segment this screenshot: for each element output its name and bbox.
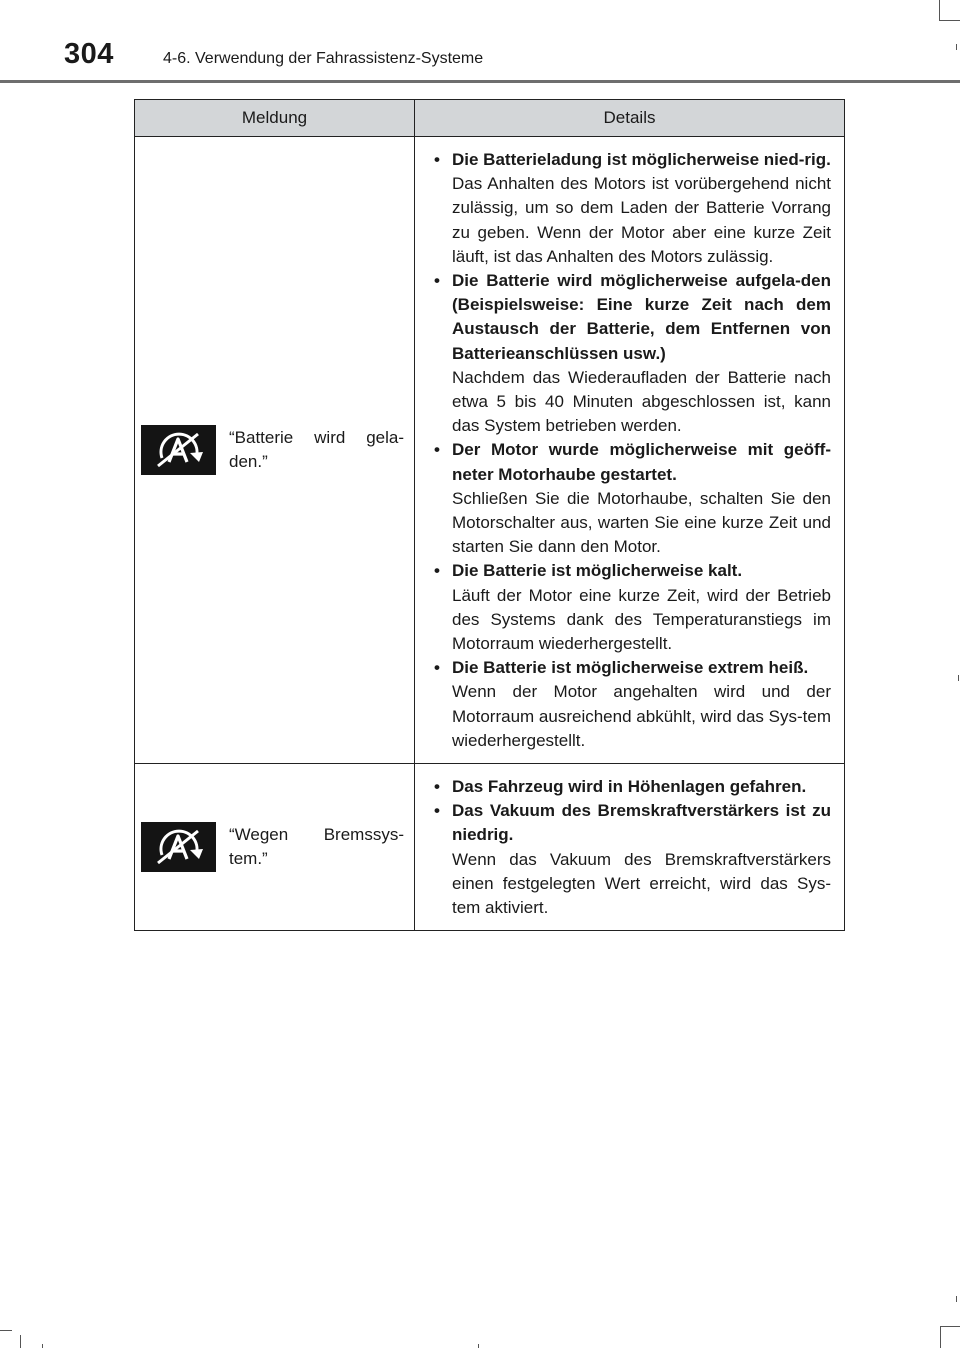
detail-item bbox=[428, 438, 831, 559]
section-title: 4-6. Verwendung der Fahrassistenz-Systeme bbox=[163, 50, 484, 67]
crop-mark bbox=[20, 1335, 21, 1348]
detail-lead: • Die Batterieladung ist möglicherweise nied-rig. bbox=[452, 150, 831, 169]
detail-lead: • Die Batterie ist möglicherweise kalt. bbox=[452, 561, 743, 581]
detail-item bbox=[428, 656, 831, 753]
message-table bbox=[134, 99, 845, 931]
detail-lead: • Das Vakuum des Bremskraftverstärkers ist zu niedrig. bbox=[452, 801, 831, 845]
detail-body: Wenn der Motor angehalten wird und der Motorraum ausreichend abkühlt, wird das Sys-tem wiederhergestellt. bbox=[452, 682, 831, 750]
crop-mark bbox=[940, 1326, 960, 1327]
details-list bbox=[428, 148, 831, 753]
page-header bbox=[0, 0, 960, 84]
crop-mark bbox=[940, 1326, 941, 1348]
detail-lead: • Die Batterie ist möglicherweise extrem heiß. bbox=[452, 658, 809, 678]
details-cell bbox=[415, 137, 845, 764]
crop-mark bbox=[956, 1296, 957, 1302]
details-cell bbox=[415, 764, 845, 931]
crop-mark bbox=[0, 1330, 12, 1331]
detail-body: Nachdem das Wiederaufladen der Batterie nach etwa 5 bis 40 Minuten abgeschlossen ist, kann das System betrieben werden. bbox=[452, 367, 831, 436]
message-cell bbox=[135, 137, 415, 764]
detail-body: Wenn das Vakuum des Bremskraftverstärkers einen festgelegten Wert erreicht, wird das Sys-tem aktiviert. bbox=[452, 849, 831, 918]
message-text: “Wegen Bremssys-tem.” bbox=[229, 825, 404, 869]
detail-item bbox=[428, 269, 831, 438]
detail-item bbox=[428, 775, 831, 799]
crop-mark bbox=[42, 1344, 43, 1348]
table-header-row bbox=[135, 100, 845, 137]
detail-body: Schließen Sie die Motorhaube, schalten Sie den Motorschalter aus, warten Sie eine kurze Zeit und starten Sie dann den Motor. bbox=[452, 488, 831, 557]
details-list bbox=[428, 775, 831, 920]
crop-mark bbox=[958, 675, 959, 681]
table-row bbox=[135, 764, 845, 931]
header-rule bbox=[0, 80, 960, 83]
column-header-meldung: Meldung bbox=[135, 100, 415, 137]
detail-lead: • Die Batterie wird möglicherweise aufgela-den (Beispielsweise: Eine kurze Zeit nach dem Austausch der Batterie, dem Entfernen von Batterieanschlüssen usw.) bbox=[452, 271, 831, 363]
detail-body: Läuft der Motor eine kurze Zeit, wird der Betrieb des Systems dank des Temperaturanstiegs im Motorraum wiederhergestellt. bbox=[452, 585, 831, 654]
message-cell bbox=[135, 764, 415, 931]
page-number: 304 bbox=[64, 38, 114, 70]
table-row bbox=[135, 137, 845, 764]
detail-item bbox=[428, 559, 831, 656]
stop-start-off-icon bbox=[141, 425, 216, 475]
column-header-details: Details bbox=[415, 100, 845, 137]
detail-item bbox=[428, 799, 831, 920]
crop-mark bbox=[478, 1344, 479, 1348]
detail-lead: • Das Fahrzeug wird in Höhenlagen gefahren. bbox=[452, 777, 807, 797]
detail-body: Das Anhalten des Motors ist vorübergehend nicht zulässig, um so dem Laden der Batterie Vorrang zu geben. Wenn der Motor aber eine kurze Zeit läuft, ist das Anhalten des Motors zulässig. bbox=[452, 174, 831, 266]
detail-lead: • Der Motor wurde möglicherweise mit geöff-neter Motorhaube gestartet. bbox=[452, 440, 831, 484]
detail-item bbox=[428, 148, 831, 269]
message-text: “Batterie wird gela-den.” bbox=[229, 428, 404, 472]
stop-start-off-icon bbox=[141, 822, 216, 872]
